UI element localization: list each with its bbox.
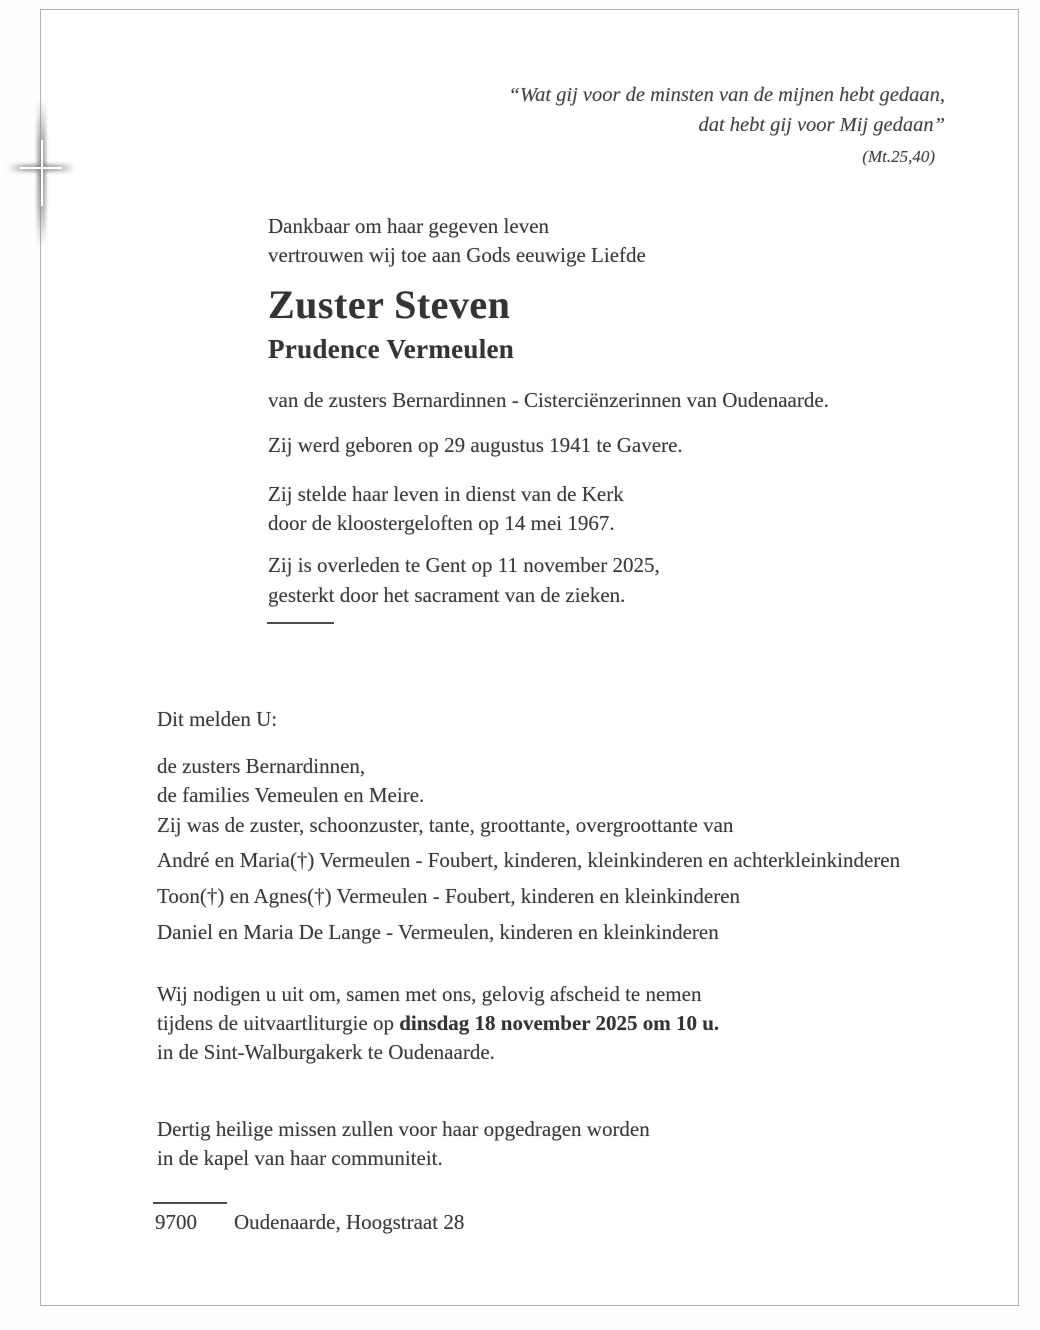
intro-line2: vertrouwen wij toe aan Gods eeuwige Liefde xyxy=(268,243,646,267)
section-divider xyxy=(267,622,334,624)
family-line: Daniel en Maria De Lange - Vermeulen, kinderen en kleinkinderen xyxy=(157,920,719,944)
bible-quote-line1: “Wat gij voor de minsten van de mijnen hebt gedaan, xyxy=(508,84,945,106)
vows-line1: Zij stelde haar leven in dienst van de Kerk xyxy=(268,482,624,506)
funeral-line2-prefix: tijdens de uitvaartliturgie op xyxy=(157,1011,400,1035)
relation-line: Zij was de zuster, schoonzuster, tante, groottante, overgroottante van xyxy=(157,813,734,837)
bible-quote xyxy=(508,80,945,172)
masses-line1: Dertig heilige missen zullen voor haar opgedragen worden xyxy=(157,1117,650,1141)
religious-order-line: van de zusters Bernardinnen - Cisterciënzerinnen van Oudenaarde. xyxy=(268,388,829,412)
masses-lines xyxy=(157,1115,650,1172)
intro-line1: Dankbaar om haar gegeven leven xyxy=(268,214,550,238)
vows-line2: door de kloostergeloften op 14 mei 1967. xyxy=(268,511,615,535)
deceased-religious-name: Zuster Steven xyxy=(268,282,511,327)
scan-border-frame xyxy=(40,9,1019,1306)
bible-quote-line2: dat hebt gij voor Mij gedaan” xyxy=(698,114,945,136)
death-lines xyxy=(268,551,660,610)
death-line1: Zij is overleden te Gent op 11 november 2025, xyxy=(268,553,660,577)
death-line2: gesterkt door het sacrament van de zieken. xyxy=(268,582,626,607)
announcers-line2: de families Vemeulen en Meire. xyxy=(157,782,425,807)
family-line: André en Maria(†) Vermeulen - Foubert, kinderen, kleinkinderen en achterkleinkinderen xyxy=(157,848,901,872)
deceased-birth-name: Prudence Vermeulen xyxy=(268,334,515,364)
funeral-line1: Wij nodigen u uit om, samen met ons, gelovig afscheid te nemen xyxy=(157,982,702,1006)
announcement-heading: Dit melden U: xyxy=(157,707,278,731)
birth-line: Zij werd geboren op 29 augustus 1941 te Gavere. xyxy=(268,433,683,457)
masses-line2: in de kapel van haar communiteit. xyxy=(157,1145,443,1170)
street-address: Oudenaarde, Hoogstraat 28 xyxy=(234,1210,465,1234)
funeral-invitation xyxy=(157,980,719,1067)
funeral-line2 xyxy=(157,1009,719,1038)
bible-quote-reference: (Mt.25,40) xyxy=(862,147,935,166)
announcers-line1: de zusters Bernardinnen, xyxy=(157,754,366,778)
family-line: Toon(†) en Agnes(†) Vermeulen - Foubert, kinderen en kleinkinderen xyxy=(157,884,741,908)
vows-lines xyxy=(268,480,624,538)
footer-divider xyxy=(153,1202,227,1204)
funeral-date-time: dinsdag 18 november 2025 om 10 u. xyxy=(399,1011,720,1035)
funeral-line3: in de Sint-Walburgakerk te Oudenaarde. xyxy=(157,1040,495,1064)
postal-code: 9700 xyxy=(155,1210,197,1234)
intro-lines xyxy=(268,212,646,270)
footer-address xyxy=(155,1210,464,1235)
announcers-lines xyxy=(157,752,424,809)
